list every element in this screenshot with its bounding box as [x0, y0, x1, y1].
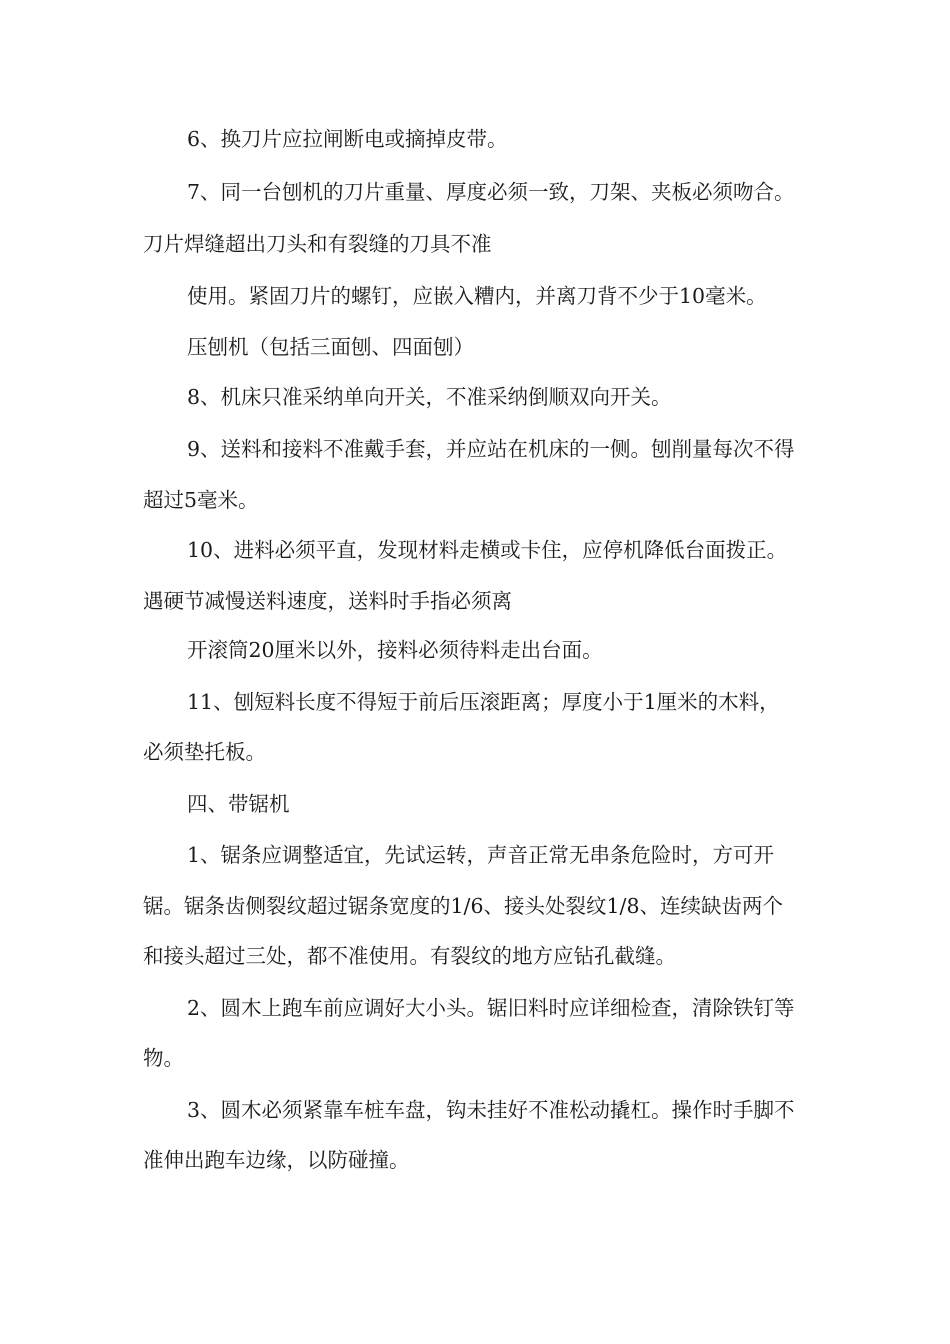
- section-heading: 压刨机（包括三面刨、四面刨）: [187, 335, 474, 359]
- text-line: 必须垫托板。: [143, 740, 266, 764]
- text-line: 8、机床只准采纳单向开关，不准采纳倒顺双向开关。: [187, 385, 672, 409]
- text-line: 11、刨短料长度不得短于前后压滚距离；厚度小于1厘米的木料，: [187, 690, 780, 714]
- text-line: 和接头超过三处，都不准使用。有裂纹的地方应钻孔截缝。: [143, 944, 676, 968]
- text-line: 超过5毫米。: [143, 488, 259, 512]
- text-line: 10、进料必须平直，发现材料走横或卡住，应停机降低台面拨正。: [187, 538, 788, 562]
- text-line: 开滚筒20厘米以外，接料必须待料走出台面。: [187, 638, 603, 662]
- text-line: 7、同一台刨机的刀片重量、厚度必须一致，刀架、夹板必须吻合。: [187, 180, 795, 204]
- text-line: 物。: [143, 1046, 184, 1070]
- text-line: 遇硬节减慢送料速度，送料时手指必须离: [143, 589, 512, 613]
- text-line: 2、圆木上跑车前应调好大小头。锯旧料时应详细检查，清除铁钉等: [187, 996, 795, 1020]
- text-line: 3、圆木必须紧靠车桩车盘，钩未挂好不准松动撬杠。操作时手脚不: [187, 1098, 795, 1122]
- text-line: 刀片焊缝超出刀头和有裂缝的刀具不准: [143, 232, 492, 256]
- section-heading: 四、带锯机: [187, 792, 290, 816]
- text-line: 6、换刀片应拉闸断电或摘掉皮带。: [187, 127, 508, 151]
- text-line: 9、送料和接料不准戴手套，并应站在机床的一侧。刨削量每次不得: [187, 437, 795, 461]
- text-line: 准伸出跑车边缘，以防碰撞。: [143, 1148, 410, 1172]
- text-line: 锯。锯条齿侧裂纹超过锯条宽度的1/6、接头处裂纹1/8、连续缺齿两个: [143, 894, 783, 918]
- text-line: 1、锯条应调整适宜，先试运转，声音正常无串条危险时，方可开: [187, 843, 775, 867]
- text-line: 使用。紧固刀片的螺钉，应嵌入糟内，并离刀背不少于10毫米。: [187, 284, 767, 308]
